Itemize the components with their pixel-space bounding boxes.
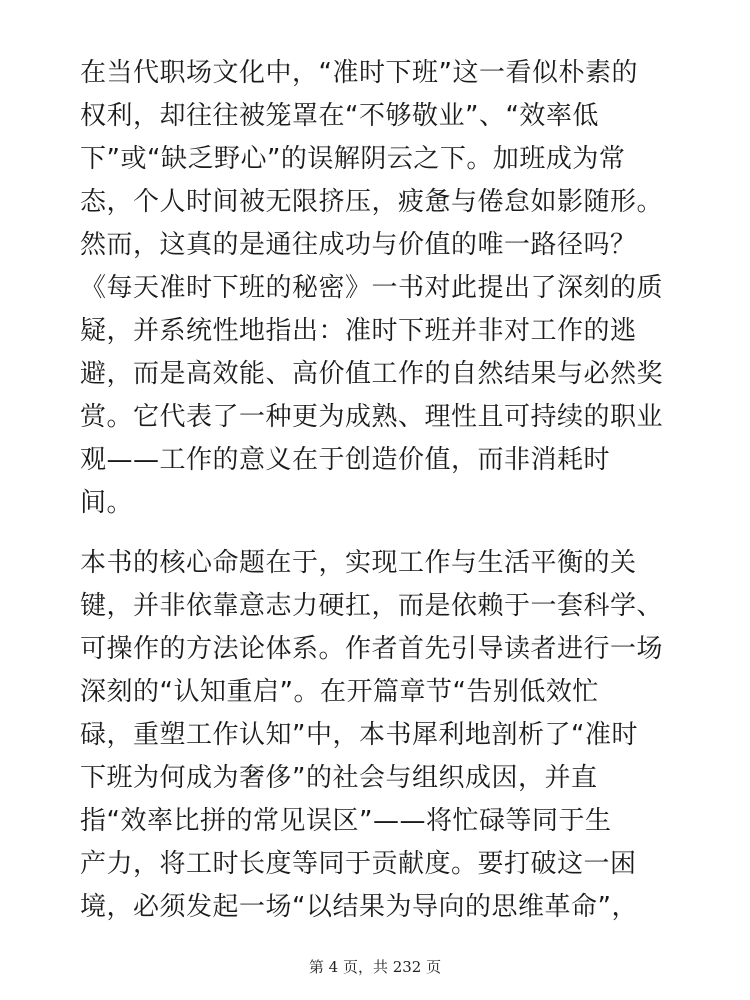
paragraph-1 bbox=[80, 52, 670, 525]
text-line: 指“效率比拼的常见误区”——将忙碌等同于生 bbox=[80, 806, 612, 836]
text-line: 下”或“缺乏野心”的误解阴云之下。加班成为常 bbox=[80, 144, 626, 174]
text-line: 下班为何成为奢侈”的社会与组织成因，并直 bbox=[80, 763, 598, 793]
text-line: 《每天准时下班的秘密》一书对此提出了深刻的质 bbox=[80, 273, 664, 303]
text-line: 境，必须发起一场“以结果为导向的思维革命”， bbox=[80, 892, 638, 922]
page-number-footer: 第 4 页，共 232 页 bbox=[308, 958, 442, 976]
text-line: 键，并非依靠意志力硬扛，而是依赖于一套科学、 bbox=[80, 591, 664, 621]
text-line: 赏。它代表了一种更为成熟、理性且可持续的职业 bbox=[80, 402, 664, 432]
text-line: 间。 bbox=[80, 488, 134, 518]
text-line: 观——工作的意义在于创造价值，而非消耗时 bbox=[80, 445, 611, 475]
text-line: 疑，并系统性地指出：准时下班并非对工作的逃 bbox=[80, 316, 637, 346]
text-line: 在当代职场文化中，“准时下班”这一看似朴素的 bbox=[80, 58, 638, 88]
text-line: 本书的核心命题在于，实现工作与生活平衡的关 bbox=[80, 548, 637, 578]
text-line: 避，而是高效能、高价值工作的自然结果与必然奖 bbox=[80, 359, 664, 389]
document-body bbox=[80, 52, 670, 929]
text-line: 权利，却往往被笼罩在“不够敬业”、“效率低 bbox=[80, 101, 599, 131]
paragraph-2 bbox=[80, 542, 670, 929]
text-line: 产力，将工时长度等同于贡献度。要打破这一困 bbox=[80, 849, 637, 879]
text-line: 态，个人时间被无限挤压，疲惫与倦怠如影随形。 bbox=[80, 187, 664, 217]
text-line: 碌，重塑工作认知”中，本书犀利地剖析了“准时 bbox=[80, 720, 638, 750]
text-line: 深刻的“认知重启”。在开篇章节“告别低效忙 bbox=[80, 677, 599, 707]
text-line: 可操作的方法论体系。作者首先引导读者进行一场 bbox=[80, 634, 664, 664]
text-line: 然而，这真的是通往成功与价值的唯一路径吗？ bbox=[80, 230, 637, 260]
